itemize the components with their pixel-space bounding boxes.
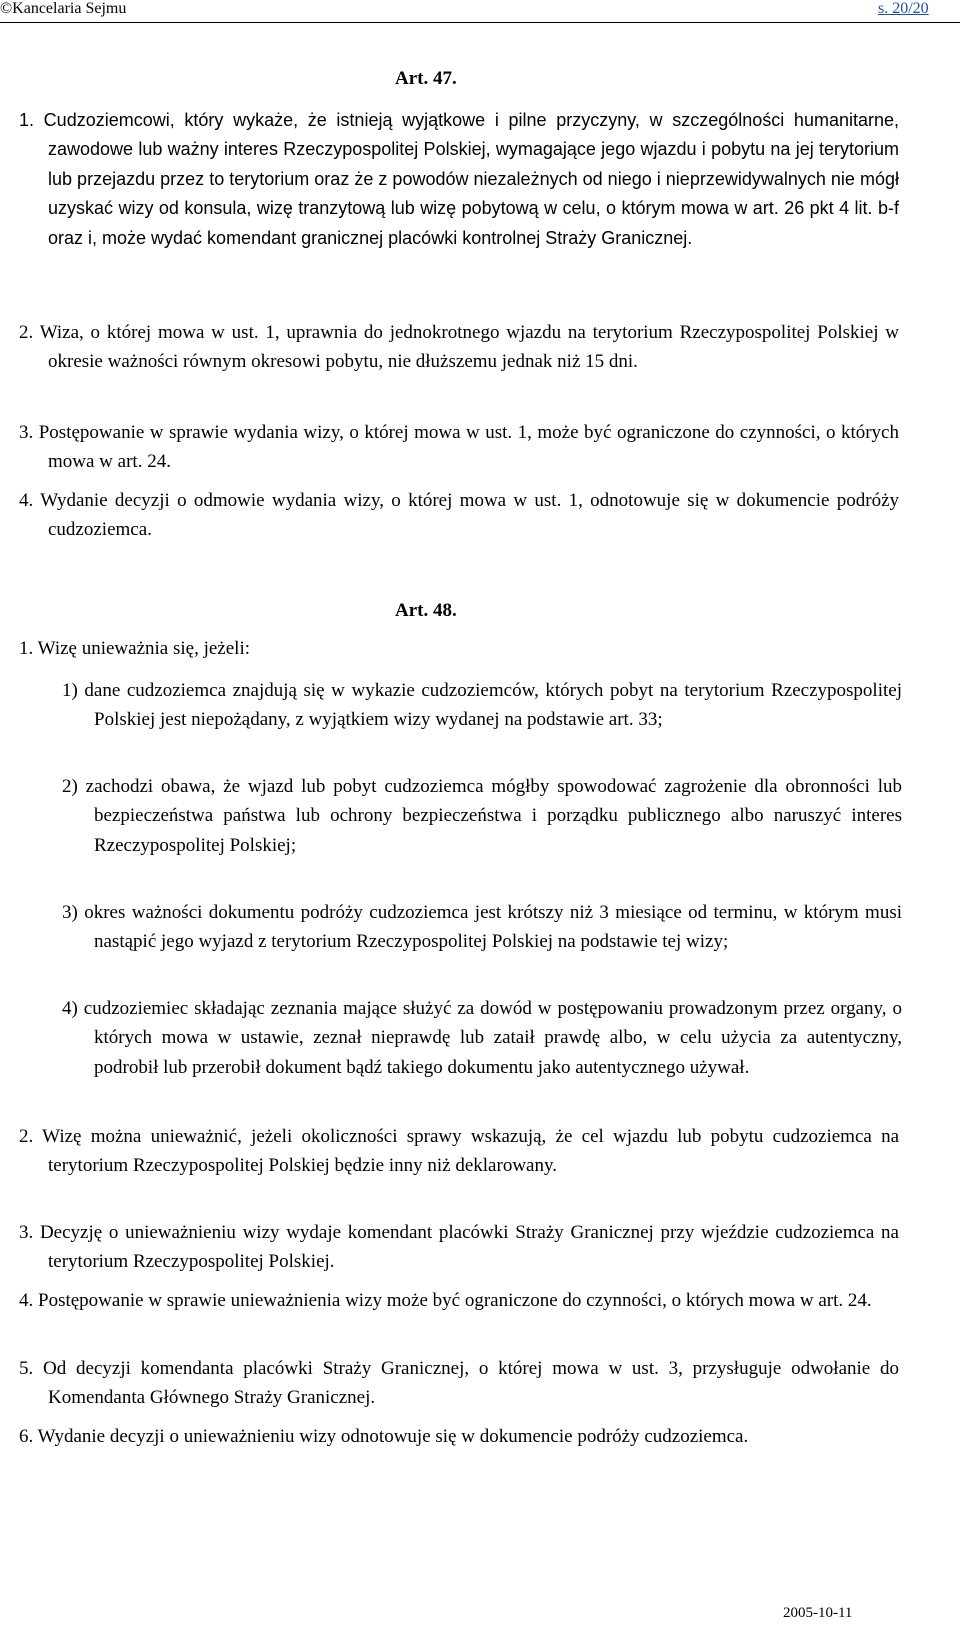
page-number-link[interactable]: s. 20/20 [878, 0, 929, 17]
header-source: ©Kancelaria Sejmu [0, 0, 127, 17]
art48-paragraph-6: 6. Wydanie decyzji o unieważnieniu wizy odnotowuje się w dokumencie podróży cudzoziemca. [19, 1426, 749, 1447]
header-divider [0, 22, 960, 23]
footer-date: 2005-10-11 [783, 1605, 853, 1621]
art47-paragraph-3: 3. Postępowanie w sprawie wydania wizy, o której mowa w ust. 1, może być ograniczone do czynności, o których mowa w art. 24. [19, 422, 899, 473]
art47-paragraph-1: 1. Cudzoziemcowi, który wykaże, że istnieją wyjątkowe i pilne przyczyny, w szczególności humanitarne, zawodowe lub ważny interes Rzeczypospolitej Polskiej, wymagające jego wjazdu i pobytu na jej terytorium lub przejazdu przez to terytorium oraz że z powodów niezależnych od niego i nieprzewidywalnych nie mógł uzyskać wizy od konsula, wizę tranzytową lub wizę pobytową w celu, o którym mowa w art. 26 pkt 4 lit. b-f oraz i, może wydać komendant granicznej placówki kontrolnej Straży Granicznej. [19, 110, 899, 248]
art48-paragraph-2: 2. Wizę można unieważnić, jeżeli okoliczności sprawy wskazują, że cel wjazdu lub pobytu cudzoziemca na terytorium Rzeczypospolitej Polskiej będzie inny niż deklarowany. [19, 1126, 899, 1177]
art48-item-3: 3) okres ważności dokumentu podróży cudzoziemca jest krótszy niż 3 miesiące od terminu, w którym musi nastąpić jego wyjazd z terytorium Rzeczypospolitej Polskiej na podstawie tej wizy; [62, 902, 902, 953]
art48-paragraph-5: 5. Od decyzji komendanta placówki Straży Granicznej, o której mowa w ust. 3, przysługuje odwołanie do Komendanta Głównego Straży Granicznej. [19, 1358, 899, 1409]
article-48-title: Art. 48. [395, 600, 457, 621]
art48-paragraph-3: 3. Decyzję o unieważnieniu wizy wydaje komendant placówki Straży Granicznej przy wjeździe cudzoziemca na terytorium Rzeczypospolitej Polskiej. [19, 1222, 899, 1273]
art48-item-1: 1) dane cudzoziemca znajdują się w wykazie cudzoziemców, których pobyt na terytorium Rzeczypospolitej Polskiej jest niepożądany, z wyjątkiem wizy wydanej na podstawie art. 33; [62, 680, 902, 731]
art48-paragraph-1: 1. Wizę unieważnia się, jeżeli: [19, 638, 251, 659]
art47-paragraph-2: 2. Wiza, o której mowa w ust. 1, uprawnia do jednokrotnego wjazdu na terytorium Rzeczypospolitej Polskiej w okresie ważności równym okresowi pobytu, nie dłuższemu jednak niż 15 dni. [19, 322, 899, 373]
art47-paragraph-4: 4. Wydanie decyzji o odmowie wydania wizy, o której mowa w ust. 1, odnotowuje się w dokumencie podróży cudzoziemca. [19, 490, 899, 541]
art48-item-2: 2) zachodzi obawa, że wjazd lub pobyt cudzoziemca mógłby spowodować zagrożenie dla obronności lub bezpieczeństwa państwa lub ochrony bezpieczeństwa i porządku publicznego albo naruszyć interes Rzeczypospolitej Polskiej; [62, 776, 902, 856]
art48-paragraph-4: 4. Postępowanie w sprawie unieważnienia wizy może być ograniczone do czynności, o których mowa w art. 24. [19, 1290, 872, 1311]
article-47-title: Art. 47. [395, 68, 457, 89]
art48-item-4: 4) cudzoziemiec składając zeznania mające służyć za dowód w postępowaniu prowadzonym przez organy, o których mowa w ustawie, zeznał nieprawdę lub zataił prawdę albo, w celu użycia za autentyczny, podrobił lub przerobił dokument bądź takiego dokumentu jako autentycznego używał. [62, 998, 902, 1078]
